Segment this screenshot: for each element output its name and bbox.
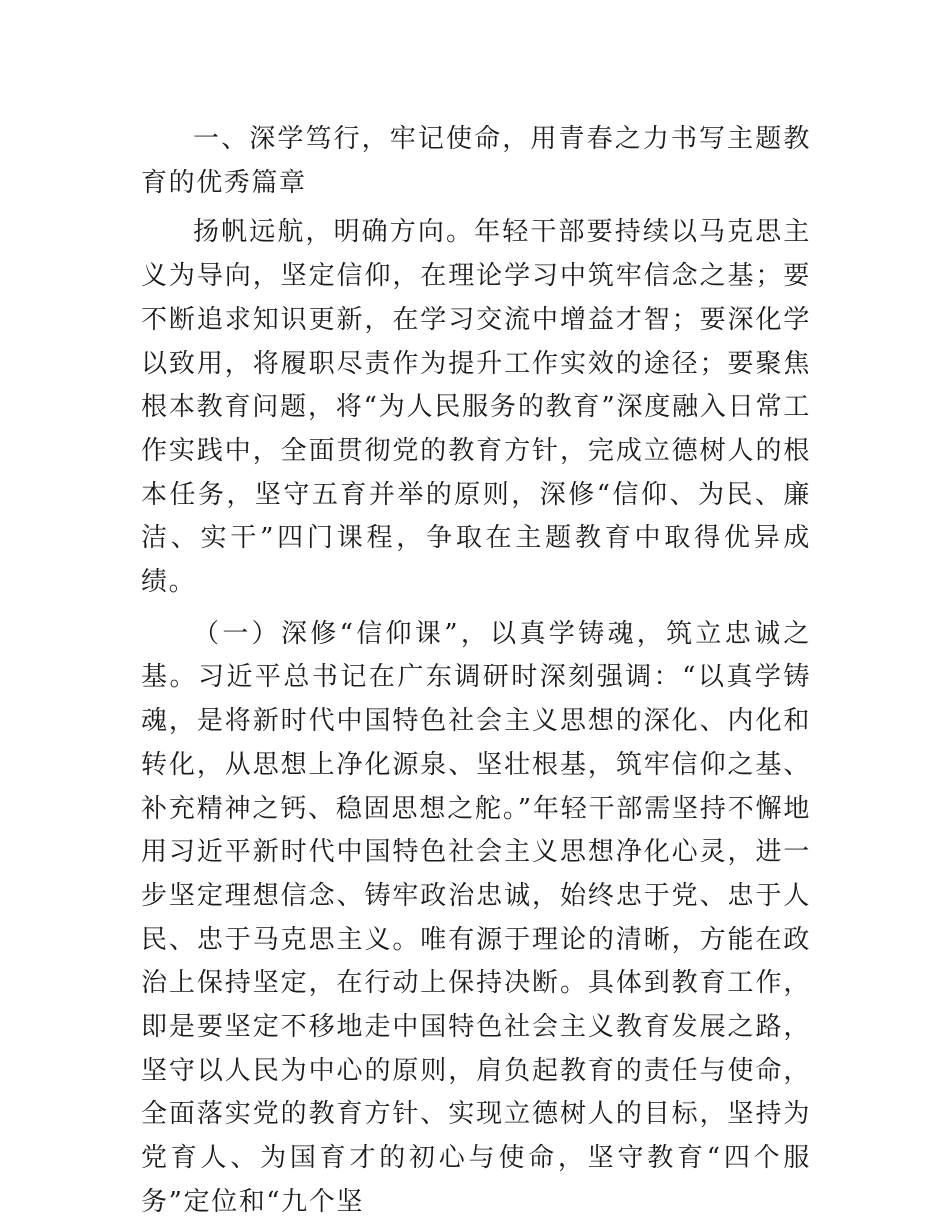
document-body xyxy=(141,118,811,1225)
paragraph-faith-course: （一）深修“信仰课”，以真学铸魂，筑立忠诚之基。习近平总书记在广东调研时深刻强调：“以真学铸魂，是将新时代中国特色社会主义思想的深化、内化和转化，从思想上净化源泉、坚壮根基，筑牢信仰之基、补充精神之钙、稳固思想之舵。”年轻干部需坚持不懈地用习近平新时代中国特色社会主义思想净化心灵，进一步坚定理想信念、铸牢政治忠诚，始终忠于党、忠于人民、忠于马克思主义。唯有源于理论的清晰，方能在政治上保持坚定，在行动上保持决断。具体到教育工作，即是要坚定不移地走中国特色社会主义教育发展之路，坚守以人民为中心的原则，肩负起教育的责任与使命，全面落实党的教育方针、实现立德树人的目标，坚持为党育人、为国育才的初心与使命，坚守教育“四个服务”定位和“九个坚 xyxy=(141,618,811,1217)
paragraph-intro: 扬帆远航，明确方向。年轻干部要持续以马克思主义为导向，坚定信仰，在理论学习中筑牢信念之基；要不断追求知识更新，在学习交流中增益才智；要深化学以致用，将履职尽责作为提升工作实效的途径；要聚焦根本教育问题，将“为人民服务的教育”深度融入日常工作实践中，全面贯彻党的教育方针，完成立德树人的根本任务，坚守五育并举的原则，深修“信仰、为民、廉洁、实干”四门课程，争取在主题教育中取得优异成绩。 xyxy=(141,217,811,598)
section-heading: 一、深学笃行，牢记使命，用青春之力书写主题教育的优秀篇章 xyxy=(141,124,811,198)
